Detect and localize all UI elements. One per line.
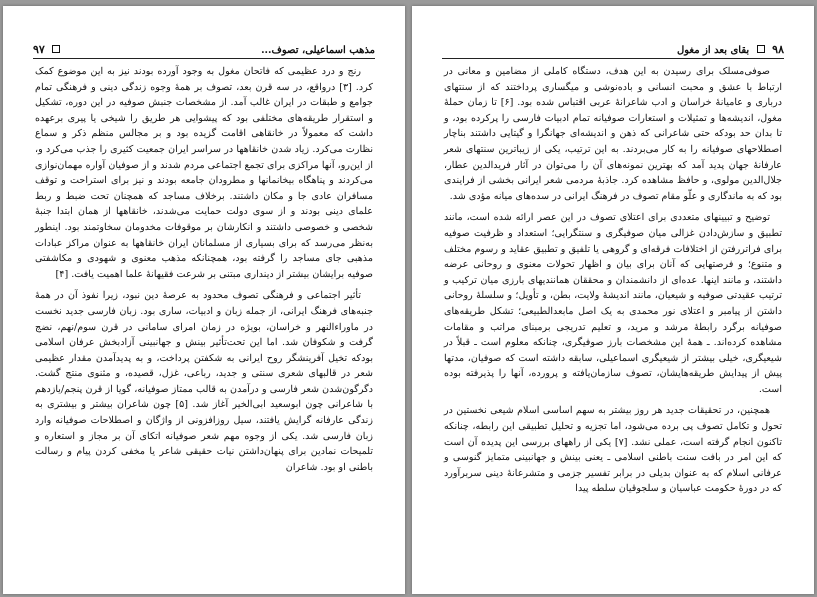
left-page-number: ۹۷ [33,43,45,56]
paragraph: همچنین، در تحقیقات جدید هر روز بیشتر به سهم اساسی اسلام شیعی نخستین در تحول و تکامل تصوف پی برده می‌شود، اما تجزیه و تحلیل تطبیقی این رابطه، چنانکه تاکنون انجام گرفته است، عملی نشد. [۷] یکی از راههای بررسی این پدیده آن است که این امر در بافت سنت باطنی اسلامی ـ یعنی بینش و جهانبینی متمایز گنوسی و عرفانی اسلام که به عنوان بدیلی در برابر تفسیر جزمی و متشرعانهٔ دینی سربرآورد که در دورهٔ حکومت عباسیان و سلجوقیان سلطه پیدا [444,405,782,495]
left-page-number-group [33,43,64,56]
paragraph: توضیح و تبیینهای متعددی برای اعتلای تصوف در این عصر ارائه شده است، مانند تطبیق و سازش‌دادن غزالی میان صوفیگری و سنتگرایی؛ استعداد و ظرفیت صوفیه برای فراتررفتن از اختلافات فرقه‌ای و گروهی یا تلفیق و تطبیق عقاید و رسوم مختلف و متنوع؛ و فرصتهایی که آنان برای بیان و اظهار تحولات معنوی و روحانی عرضه داشتند، و مانند اینها. عده‌ای از دانشمندان و محققان همانندیهای بارزی میان ترکیب و ترتیب عقیدتی صوفیه و شیعیان، مانند اندیشهٔ ولایت، بطن، و تأویل؛ و سلسلهٔ روحانی داشتن از پیامبر و اعتلای نور محمدی به یک اصل مابعدالطبیعی؛ تشکل طریقه‌های صوفیانه برگرد رابطهٔ مرشد و مرید، و تعلیم تدریجی برمبنای مراتب و مقامات مشاهده کرده‌اند. ـ همهٔ این مشخصات بارز صوفیگری، چنانکه معلوم است ـ قبلاً در شیعیگری، خیلی بیشتر از شیعیگری اسماعیلی، سابقه داشته است که صوفیان، مدتها پیش از پیدایش طریقه‌هایشان، تصوف سازمان‌یافته و پرورده، آنها را پذیرفته بوده است. [444,212,782,395]
left-page [3,6,405,594]
square-bullet-icon [757,45,765,53]
left-page-header [33,40,375,59]
paragraph: صوفی‌مسلک برای رسیدن به این هدف، دستگاه کاملی از مضامین و معانی در ارتباط با عشق و محبت انسانی و باده‌نوشی و میگساری پرداختند که از سنتهای درباری و عامیانهٔ خراسان و ادب شاعرانهٔ عربی اقتباس شده بود. [۶] تا زمان حملهٔ مغول، اندیشه‌ها و تمثیلات و استعارات صوفیانه تمام ادبیات فارسی را پرکرده بود، و تا بدان حد بودکه حتی شاعرانی که ذهن و اندیشه‌ای جهانگرا و گیتایی داشتند بناچار اصطلاحهای صوفیانه را به کار می‌بردند. به این ترتیب، یکی از زیباترین سنتهای شعر عارفانهٔ جهان پدید آمد که بهترین نمونه‌های آن را می‌توان در آثار فریدالدین عطار، جلال‌الدین مولوی، و حافظ مشاهده کرد. جاذبهٔ مردمی شعر ایرانی بخشی از فرایندی بود که به ماندگاری و علّو مقام تصوف در فرهنگ ایرانی در سده‌های میانه مؤدی شد. [444,66,782,202]
left-page-body [35,64,373,576]
left-page-title: مذهب اسماعیلی، تصوف... [261,45,375,56]
right-page-number-group [677,43,784,56]
right-page [412,6,814,594]
right-page-title: بقای بعد از مغول [676,45,750,56]
right-page-body [444,64,782,576]
right-page-number: ۹۸ [772,43,784,56]
square-bullet-icon [52,45,60,53]
right-page-header [442,40,784,59]
paragraph: رنج و درد عظیمی که فاتحان مغول به وجود آورده بودند نیز به این موضوع کمک کرد. [۳] درواقع، در سه قرن بعد، تصوف بر همهٔ وجوه زندگی دینی و فرهنگی تمام جوامع و طبقات در ایران غالب آمد. از مشخصات جنبش صوفیه در این دوره، تشکیل و استقرار طریقه‌های مختلفی بود که پیشوایی هر طریق را شیخی یا پیری برعهده داشت که معمولاً در خانقاهی اقامت گزیده بود و بر مجالس منظم ذکر و سماع نظارت می‌کرد. زیاد شدن خانقاهها در سراسر ایران جمعیت کثیری را جذب می‌کرد و، از این‌رو، آنها مراکزی برای تجمع اجتماعی مردم شدند و از صوفیان آواره مهمان‌نوازی می‌کردند و پناهگاه بیخانمانها و مطرودان جامعه بودند و نیز برای استراحت و توقف مسافران عادی جا و مکان داشتند. برخلاف مساجد که همچنان تحت ضبط و ربط علمای دینی بودند و از سوی دولت حمایت می‌شدند، خانقاهها از همان ابتدا جنبهٔ شخصی و خصوصی داشتند و انکارشان بر موقوفات مخدومان سخاوتمند بود. اینطور به‌نظر می‌رسد که برای بسیاری از مسلمانان ایران خانقاهها به عنوان مراکز عبادات مذهبی جای مساجد را گرفته بود، همچنانکه مذهب معنوی و شهودی و مکاشفتی صوفیه برایشان بیشتر از دینداری مبتنی بر شرعت فقیهانهٔ علما اهمیت یافت. [۴] [35,66,373,280]
paragraph: تأثیر اجتماعی و فرهنگی تصوف محدود به عرصهٔ دین نبود، زیرا نفوذ آن در همهٔ جنبه‌های فرهنگ ایرانی، از جمله زبان و ادبیات، ساری بود. زبان فارسی جدید نخست در ماوراءالنهر و خراسان، بویژه در زمان امرای سامانی در قرن سوم/نهم، نضج گرفت و شکوفان شد. اما این تحت‌تأثیر بینش و جهانبینی آزادبخش عرفان اسلامی بودکه تخیل آفرینشگر روح ایرانی به شکفتن پرداخت، و به پدیدآمدن مقدار عظیمی شعر در قالبهای شعری سنتی و جدید، رباعی، غزل، قصیده، و مثنوی منتج گشت. دگرگون‌شدن شعر فارسی و درآمدن به قالب ممتاز صوفیانه، گویا از قرن پنجم/یازدهم با شاعرانی چون ابوسعید ابی‌الخیر آغاز شد. [۵] چون شاعران بیشتر و بیشتری به زندگی عارفانه گرایش یافتند، سیل روزافزونی از واژگان و اصطلاحات صوفیانه وارد زبان فارسی شد. یکی از وجوه مهم شعر صوفیانه اتکای آن بر مجاز و استعاره و تلمیحات نمادین برای پنهان‌داشتن نیات حقیقی شاعر یا مخفی کردن پیام و رسالت باطنی او بود. شاعران [35,290,373,473]
